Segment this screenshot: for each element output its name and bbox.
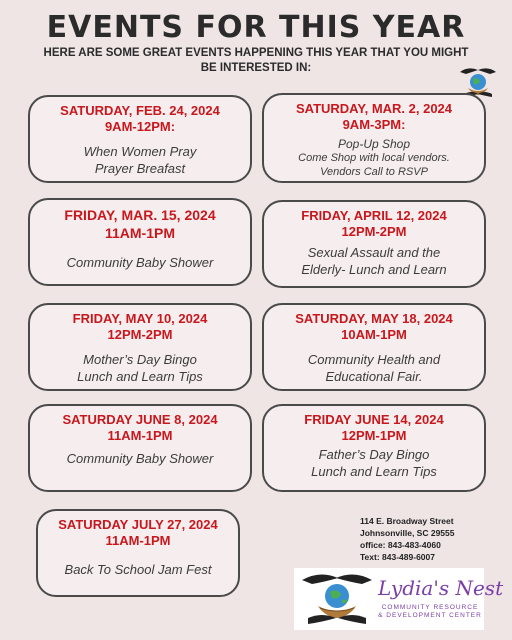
nest-globe-icon [298, 570, 376, 628]
event-card [262, 200, 486, 288]
office-phone: office: 843-483-4060 [360, 540, 441, 550]
event-time: 9AM-3PM: [342, 117, 406, 132]
text-phone: Text: 843-489-6007 [360, 552, 435, 562]
event-card [28, 404, 252, 492]
event-time: 12PM-1PM [341, 428, 407, 443]
event-description: Community Baby Shower [66, 451, 214, 466]
event-card [28, 95, 252, 183]
event-date: SATURDAY JUNE 8, 2024 [62, 412, 218, 427]
page-subtitle: HERE ARE SOME GREAT EVENTS HAPPENING THIS YEAR THAT YOU MIGHT BE INTERESTED IN: [43, 47, 469, 74]
organization-logo [294, 568, 504, 630]
event-time: 12PM-2PM [107, 327, 173, 342]
event-date: FRIDAY, MAY 10, 2024 [72, 311, 208, 326]
logo-name: Lydia's Nest [378, 576, 504, 600]
event-date: FRIDAY JUNE 14, 2024 [304, 412, 444, 427]
event-time: 11AM-1PM [104, 225, 176, 241]
event-time: 11AM-1PM [107, 428, 173, 443]
event-time: 12PM-2PM [341, 224, 407, 239]
event-description: Sexual Assault and the Elderly- Lunch and Learn [301, 245, 447, 277]
event-time: 10AM-1PM [341, 327, 407, 342]
event-description: Back To School Jam Fest [64, 562, 212, 577]
event-card [36, 509, 240, 597]
page-title: EVENTS FOR THIS YEAR [46, 10, 466, 45]
event-description: Community Health and Educational Fair. [307, 352, 441, 384]
event-date: SATURDAY, MAY 18, 2024 [295, 311, 453, 326]
event-date: SATURDAY JULY 27, 2024 [58, 517, 218, 532]
contact-info [360, 515, 500, 563]
event-time: 11AM-1PM [105, 533, 171, 548]
event-date: FRIDAY, APRIL 12, 2024 [301, 208, 447, 223]
event-date: SATURDAY, FEB. 24, 2024 [60, 103, 220, 118]
event-description: When Women Pray Prayer Breafast [83, 144, 197, 176]
event-description: Father’s Day Bingo Lunch and Learn Tips [311, 447, 437, 479]
event-card [262, 303, 486, 391]
event-time: 9AM-12PM: [104, 119, 176, 134]
address-street: 114 E. Broadway Street [360, 516, 454, 526]
event-description: Community Baby Shower [66, 255, 214, 270]
logo-tagline: COMMUNITY RESOURCE & DEVELOPMENT CENTER [378, 604, 482, 619]
event-card [28, 303, 252, 391]
event-description: Pop-Up Shop Come Shop with local vendors. Vendors Call to RSVP [298, 137, 450, 178]
event-card [262, 93, 486, 183]
event-date: SATURDAY, MAR. 2, 2024 [295, 101, 453, 116]
event-card [262, 404, 486, 492]
event-date: FRIDAY, MAR. 15, 2024 [64, 207, 216, 223]
event-card [28, 198, 252, 286]
event-description: Mother’s Day Bingo Lunch and Learn Tips [77, 352, 203, 384]
address-city: Johnsonville, SC 29555 [360, 528, 455, 538]
